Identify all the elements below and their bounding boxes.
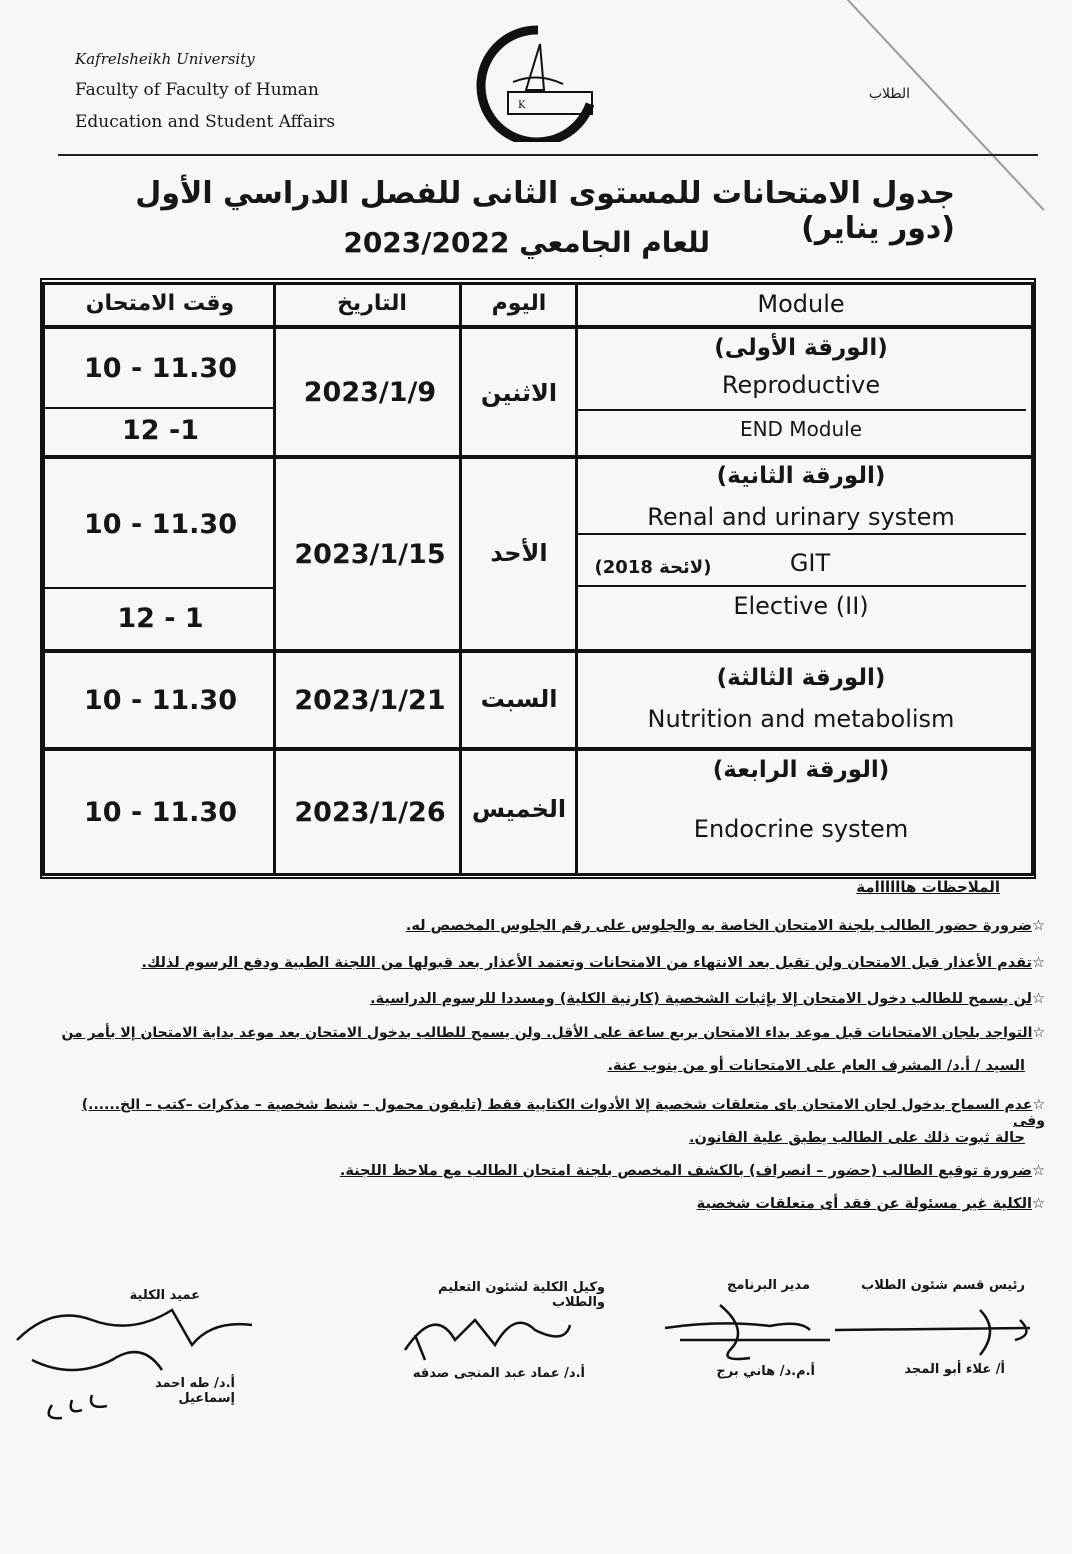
signature-role-4: عميد الكلية: [129, 1288, 200, 1303]
header-day: اليوم: [491, 291, 547, 316]
row2-module2-note: (لائحة 2018): [594, 557, 712, 578]
row1-day: الاثنين: [480, 379, 558, 407]
table-row: [42, 748, 1034, 876]
header-divider-2: [575, 285, 578, 325]
row4-module: Endocrine system: [693, 815, 909, 843]
note-item-continued: السيد / أ.د/ المشرف العام على الامتحانات أو من ينوب عنة.: [607, 1058, 1025, 1074]
page-title: جدول الامتحانات للمستوى الثانى للفصل الدراسي الأول (دور يناير): [135, 176, 955, 246]
table-row: [42, 456, 1034, 652]
university-name: Kafrelsheikh University: [75, 50, 255, 68]
row4-time: 10 - 11.30: [84, 797, 237, 828]
signature-role-3: وكيل الكلية لشئون التعليم والطلاب: [438, 1280, 605, 1310]
header-date: التاريخ: [337, 291, 407, 316]
faculty-name: Faculty of Faculty of Human: [75, 80, 319, 100]
signature-name-3: أ.د/ عماد عبد المنجى صدقه: [412, 1366, 585, 1381]
row3-date: 2023/1/21: [294, 685, 446, 716]
signature-name-1: أ/ علاء أبو المجد: [904, 1362, 1005, 1377]
row1-module2: END Module: [739, 417, 863, 441]
academic-year: للعام الجامعي 2023/2022: [343, 226, 710, 259]
note-item-continued: حالة ثبوت ذلك على الطالب يطبق علية القانون.: [689, 1130, 1025, 1146]
svg-text:K: K: [518, 100, 526, 111]
signature-mark-3: [395, 1300, 585, 1374]
signature-name-4: أ.د/ طه احمد إسماعيل: [154, 1376, 235, 1406]
signature-mark-2: [660, 1300, 840, 1374]
row2-time-divider: [45, 587, 276, 589]
header-divider: [58, 154, 1038, 156]
row2-module: Renal and urinary system: [647, 503, 955, 531]
row2-date: 2023/1/15: [294, 539, 446, 570]
row1-time-divider: [45, 407, 276, 409]
row3-day: السبت: [480, 685, 558, 713]
row2-time1: 10 - 11.30: [84, 509, 237, 540]
note-item: ☆عدم السماح بدخول لجان الامتحان باى متعلقات شخصية إلا الأدوات الكتابية فقط (تليفون محمول – شنط شخصية – مذكرات –كتب – الخ......) وفى: [81, 1097, 1045, 1129]
row1-time2: 12 -1: [122, 415, 199, 446]
table-row: [42, 326, 1034, 458]
row4-paper: (الورقة الرابعة): [712, 757, 890, 783]
row2-module2: GIT: [789, 549, 831, 577]
row4-date: 2023/1/26: [294, 797, 446, 828]
university-logo: [468, 22, 608, 142]
row3-paper: (الورقة الثالثة): [716, 665, 886, 691]
note-item: ☆لن يسمح للطالب دخول الامتحان إلا بإثبات الشخصية (كارنية الكلية) ومسددا للرسوم الدراسية.: [370, 991, 1045, 1007]
row2-time2: 12 - 1: [117, 603, 204, 634]
signature-mark-4: [12, 1300, 262, 1434]
notes-heading: الملاحظات هاااااامة: [856, 878, 1000, 896]
table-row: [42, 650, 1034, 750]
row3-time: 10 - 11.30: [84, 685, 237, 716]
department-name: Education and Student Affairs: [75, 112, 336, 132]
row1-paper: (الورقة الأولى): [714, 335, 888, 361]
row2-module3: Elective (II): [733, 592, 869, 620]
table-header-row: [42, 282, 1034, 328]
row3-module: Nutrition and metabolism: [647, 705, 955, 733]
corner-note: الطلاب: [868, 86, 910, 102]
row2-paper: (الورقة الثانية): [716, 463, 886, 489]
row4-day: الخميس: [471, 795, 567, 823]
note-item: ☆التواجد بلجان الامتحانات قبل موعد بداء الامتحان بربع ساعة على الأقل. ولن يسمح للطالب بدخول الامتحان بعد موعد بداية الامتحان إلا بأمر من: [61, 1025, 1045, 1041]
row1-date: 2023/1/9: [303, 377, 437, 408]
header-time: وقت الامتحان: [47, 285, 276, 325]
signature-role-2: مدير البرنامج: [727, 1278, 810, 1293]
note-item: ☆ضرورة توقيع الطالب (حضور – انصراف) بالكشف المخصص بلجنة امتحان الطالب مع ملاحظ اللجنة.: [339, 1163, 1045, 1179]
note-item: ☆تقدم الأعذار قبل الامتحان ولن تقبل بعد الانتهاء من الامتحانات وتعتمد الأعذار بعد قبولها من اللجنة الطبية ودفع الرسوم لذلك.: [141, 955, 1045, 971]
header-module: Module: [757, 290, 845, 318]
signature-role-1: رئيس قسم شئون الطلاب: [861, 1278, 1025, 1293]
row2-day: الأحد: [490, 539, 548, 567]
row1-module: Reproductive: [721, 371, 881, 399]
note-item: ☆ضرورة حضور الطالب بلجنة الامتحان الخاصة به والجلوس على رقم الجلوس المخصص له.: [405, 918, 1045, 934]
row1-time1: 10 - 11.30: [84, 353, 237, 384]
signature-name-2: أ.م.د/ هاني برج: [716, 1364, 815, 1379]
signature-mark-1: [830, 1300, 1040, 1364]
header-divider-1: [459, 285, 462, 325]
note-item: ☆الكلية غير مسئولة عن فقد أى متعلقات شخصية: [696, 1196, 1045, 1212]
